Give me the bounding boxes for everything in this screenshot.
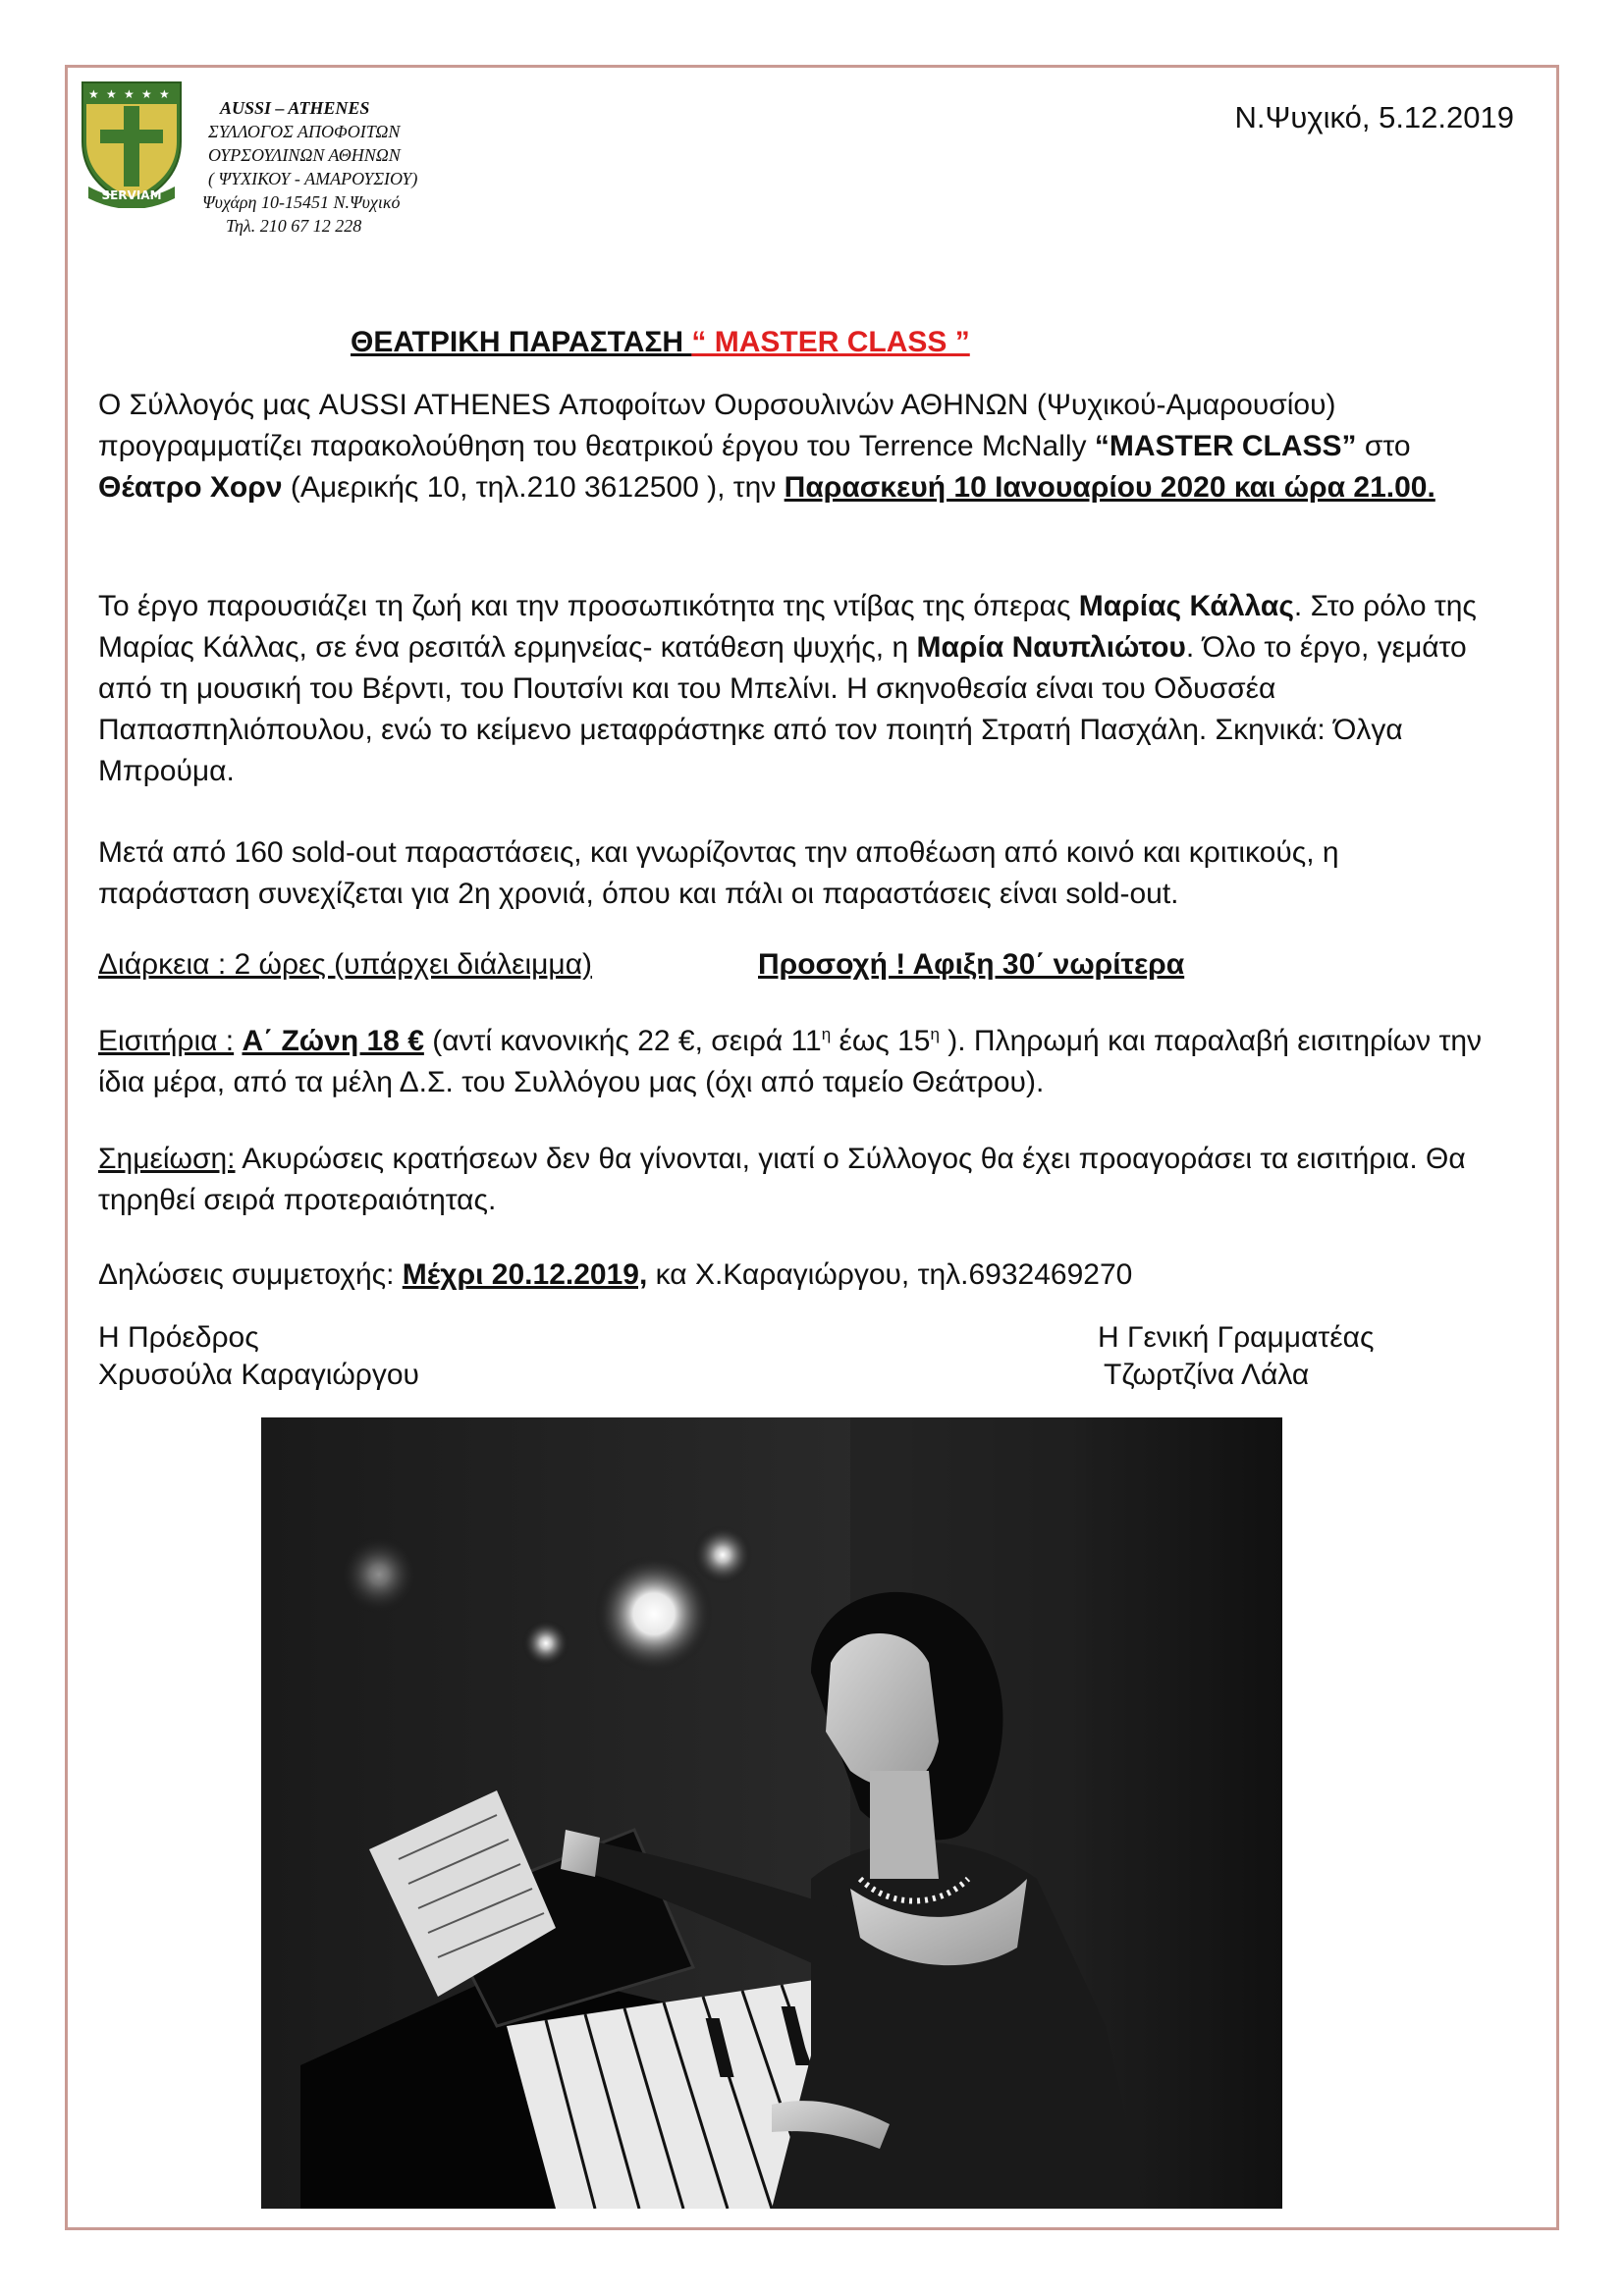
text: ). Πληρωμή και παραλαβή εισιτηρίων την ίδια μέρα, από τα μέλη Δ.Σ. του Συλλόγου μας (όχι από ταμείο Θεάτρου). (98, 1025, 1483, 1098)
lead-actress: Μαρία Ναυπλιώτου (916, 631, 1186, 664)
ticket-zone-price: Α΄ Ζώνη 18 € (242, 1025, 424, 1057)
svg-text:★: ★ (106, 87, 117, 101)
organization-address (202, 96, 417, 238)
text: Ο Σύλλογός μας AUSSI ATHENES Αποφοίτων Ουρσουλινών ΑΘΗΝΩΝ (Ψυχικού-Αμαρουσίου) προγραμματίζει παρακολούθηση του θεατρικού έργου του Terrence McNally (98, 389, 1336, 462)
performance-datetime: Παρασκευή 10 Ιανουαρίου 2020 και ώρα 21.00. (784, 471, 1435, 504)
title-main: ΘΕΑΤΡΙΚΗ ΠΑΡΑΣΤΑΣΗ (351, 326, 692, 358)
svg-text:SERVIAM: SERVIAM (101, 188, 162, 202)
text: . Στο ρόλο της Μαρίας Κάλλας, σε ένα ρεσιτάλ ερμηνείας- κατάθεση ψυχής, η (98, 590, 1477, 664)
org-line: ΟΥΡΣΟΥΛΙΝΩΝ ΑΘΗΝΩΝ (208, 145, 401, 165)
maria-callas: Μαρίας Κάλλας (1078, 590, 1294, 622)
signup-paragraph (98, 1255, 1492, 1296)
title-play-name: “ MASTER CLASS ” (691, 326, 970, 358)
woman-at-piano-photo (261, 1417, 1282, 2209)
text: . Όλο το έργο, γεμάτο από τη μουσική του Βέρντι, του Πουτσίνι και του Μπελίνι. Η σκηνοθεσία είναι του Οδυσσέα Παπασπηλιόπουλου, ενώ το κείμενο μεταφράστηκε από τον ποιητή Στρατή Πασχάλη. Σκηνικά: Όλγα Μπρούμα. (98, 631, 1467, 787)
document-date: Ν.Ψυχικό, 5.12.2019 (1234, 100, 1514, 134)
org-line: ( ΨΥΧΙΚΟΥ - ΑΜΑΡΟΥΣΙΟΥ) (208, 169, 418, 188)
tickets-paragraph (98, 1021, 1492, 1103)
signature-title: Η Πρόεδρος (98, 1321, 259, 1354)
theatre-name: Θέατρο Χορν (98, 471, 283, 504)
superscript: η (930, 1025, 940, 1043)
arrival-notice: Προσοχή ! Αφιξη 30΄ νωρίτερα (758, 948, 1185, 981)
svg-text:★: ★ (88, 87, 99, 101)
note-label: Σημείωση: (98, 1143, 236, 1175)
superscript: η (821, 1025, 832, 1043)
document-title (351, 326, 970, 359)
signature-title: Η Γενική Γραμματέας (1098, 1321, 1375, 1354)
signature-name: Χρυσούλα Καραγιώργου (98, 1359, 419, 1391)
text: στο (1356, 430, 1411, 462)
text: έως 15 (831, 1025, 931, 1057)
text: Το έργο παρουσιάζει τη ζωή και την προσωπικότητα της ντίβας της όπερας (98, 590, 1079, 622)
text: (Αμερικής 10, τηλ.210 3612500 ), την (282, 471, 785, 504)
signature-name: Τζωρτζίνα Λάλα (1104, 1359, 1310, 1391)
duration: Διάρκεια : 2 ώρες (υπάρχει διάλειμμα) (98, 948, 593, 981)
org-line: ΣΥΛΛΟΓΟΣ ΑΠΟΦΟΙΤΩΝ (208, 122, 401, 141)
play-name: “MASTER CLASS” (1094, 430, 1357, 462)
description-paragraph (98, 586, 1492, 792)
text: (αντί κανονικής 22 €, σειρά 11 (423, 1025, 822, 1057)
text: Ακυρώσεις κρατήσεων δεν θα γίνονται, γιατί ο Σύλλογος θα έχει προαγοράσει τα εισιτήρια. Θα τηρηθεί σειρά προτεραιότητας. (98, 1143, 1466, 1216)
text: κα Χ.Καραγιώργου, τηλ.6932469270 (647, 1258, 1133, 1291)
org-line: Τηλ. 210 67 12 228 (226, 216, 362, 236)
signup-deadline: Μέχρι 20.12.2019, (402, 1258, 648, 1291)
svg-text:★: ★ (141, 87, 152, 101)
svg-text:★: ★ (159, 87, 170, 101)
text: Δηλώσεις συμμετοχής: (98, 1258, 403, 1291)
serviam-logo (79, 80, 185, 208)
note-paragraph (98, 1139, 1492, 1221)
intro-paragraph (98, 385, 1492, 508)
org-line: AUSSI – ATHENES (220, 98, 370, 118)
org-line: Ψυχάρη 10-15451 Ν.Ψυχικό (202, 192, 401, 212)
secretary-signature (1098, 1319, 1374, 1394)
president-signature (98, 1319, 419, 1394)
svg-text:★: ★ (124, 87, 135, 101)
tickets-label: Εισιτήρια : (98, 1025, 235, 1057)
success-paragraph: Μετά από 160 sold-out παραστάσεις, και γνωρίζοντας την αποθέωση από κοινό και κριτικούς, η παράσταση συνεχίζεται για 2η χρονιά, όπου και πάλι οι παραστάσεις είναι sold-out. (98, 836, 1339, 910)
